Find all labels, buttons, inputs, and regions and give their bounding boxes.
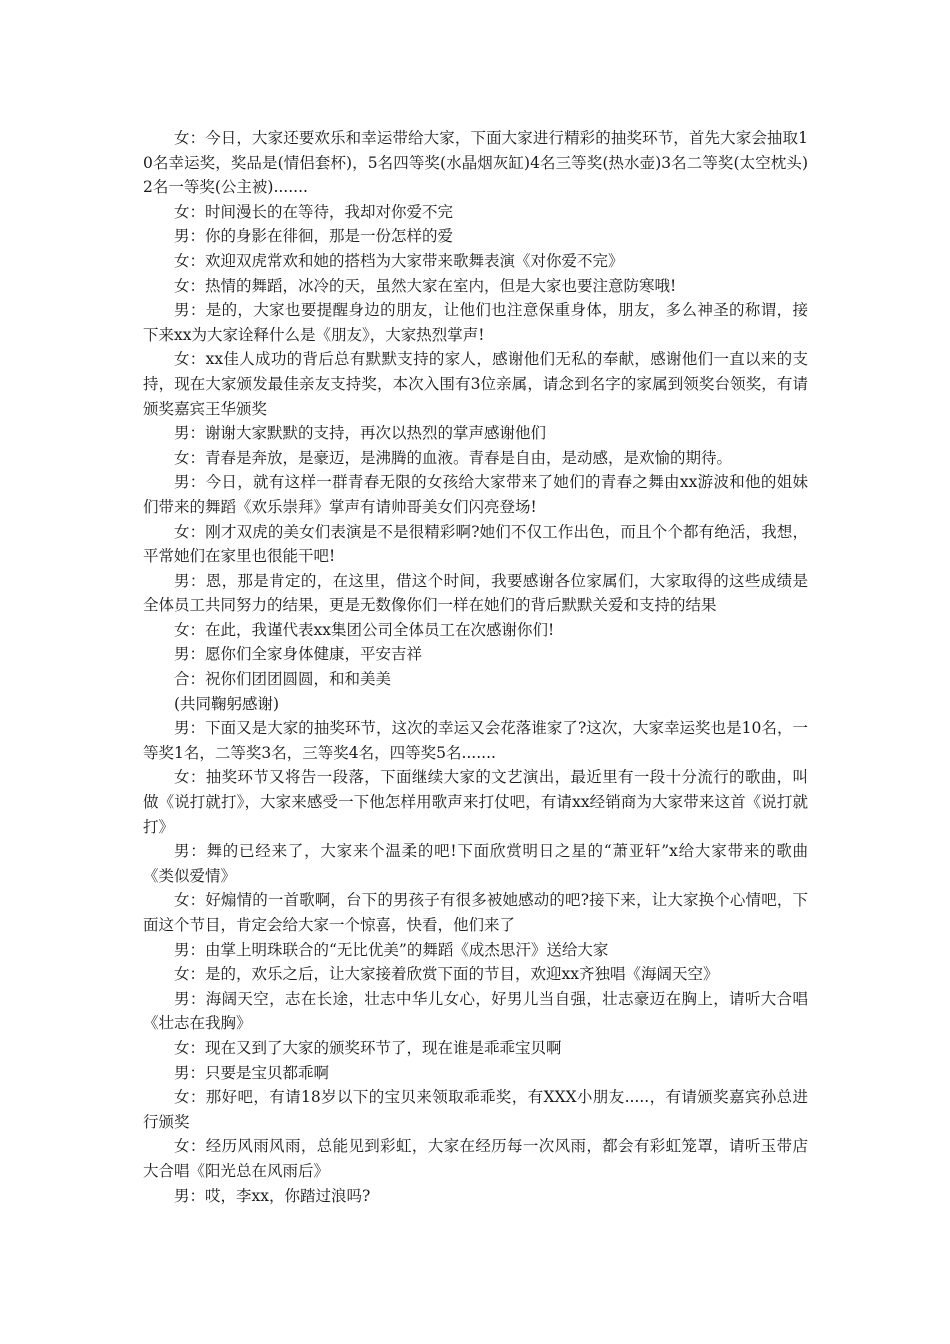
dialogue-paragraph: 男：是的，大家也要提醒身边的朋友，让他们也注意保重身体，朋友，多么神圣的称谓，接下来xx为大家诠释什么是《朋友》，大家热烈掌声! [143, 301, 808, 344]
dialogue-paragraph: 男：谢谢大家默默的支持，再次以热烈的掌声感谢他们 [174, 424, 547, 443]
dialogue-paragraph: 女：xx佳人成功的背后总有默默支持的家人，感谢他们无私的奉献，感谢他们一直以来的支持，现在大家颁发最佳亲友支持奖，本次入围有3位亲属，请念到名字的家属到领奖台领奖，有请颁奖嘉宾王华颁奖 [143, 350, 808, 418]
dialogue-paragraph: 女：青春是奔放，是豪迈，是沸腾的血液。青春是自由，是动感，是欢愉的期待。 [174, 448, 733, 467]
dialogue-paragraph: 女：在此，我谨代表xx集团公司全体员工在次感谢你们! [174, 620, 555, 639]
dialogue-paragraph: 女：现在又到了大家的颁奖环节了，现在谁是乖乖宝贝啊 [174, 1038, 562, 1057]
dialogue-paragraph: 女：那好吧，有请18岁以下的宝贝来领取乖乖奖，有XXX小朋友.....，有请颁奖嘉宾孙总进行颁奖 [143, 1088, 808, 1131]
dialogue-paragraph: 男：恩，那是肯定的，在这里，借这个时间，我要感谢各位家属们，大家取得的这些成绩是全体员工共同努力的结果，更是无数像你们一样在她们的背后默默关爱和支持的结果 [143, 571, 808, 615]
dialogue-paragraph: 女：好煽情的一首歌啊，台下的男孩子有很多被她感动的吧?接下来，让大家换个心情吧，下面这个节目，肯定会给大家一个惊喜，快看，他们来了 [143, 891, 808, 934]
dialogue-paragraph: (共同鞠躬感谢) [174, 694, 280, 713]
dialogue-paragraph: 男：愿你们全家身体健康，平安吉祥 [174, 645, 423, 664]
dialogue-paragraph: 女：热情的舞蹈，冰冷的天，虽然大家在室内，但是大家也要注意防寒哦! [174, 276, 677, 295]
dialogue-paragraph: 女：是的，欢乐之后，让大家接着欣赏下面的节目，欢迎xx齐独唱《海阔天空》 [174, 965, 719, 984]
dialogue-paragraph: 男：舞的已经来了，大家来个温柔的吧!下面欣赏明日之星的“萧亚轩”x给大家带来的歌曲《类似爱情》 [143, 842, 808, 885]
dialogue-paragraph: 女：经历风雨风雨，总能见到彩虹，大家在经历每一次风雨，都会有彩虹笼罩，请听玉带店大合唱《阳光总在风雨后》 [143, 1137, 808, 1180]
dialogue-paragraph: 女：刚才双虎的美女们表演是不是很精彩啊?她们不仅工作出色，而且个个都有绝活，我想，平常她们在家里也很能干吧! [143, 522, 808, 566]
dialogue-paragraph: 女：抽奖环节又将告一段落，下面继续大家的文艺演出，最近里有一段十分流行的歌曲，叫做《说打就打》，大家来感受一下他怎样用歌声来打仗吧，有请xx经销商为大家带来这首《说打就打》 [143, 768, 808, 836]
dialogue-paragraph: 女：欢迎双虎常欢和她的搭档为大家带来歌舞表演《对你爱不完》 [174, 251, 624, 270]
document-body [143, 126, 808, 1208]
dialogue-paragraph: 女：今日，大家还要欢乐和幸运带给大家，下面大家进行精彩的抽奖环节，首先大家会抽取10名幸运奖，奖品是(情侣套杯)，5名四等奖(水晶烟灰缸)4名三等奖(热水壶)3名二等奖(太空枕头)2名一等奖(公主被)....... [143, 129, 808, 197]
dialogue-paragraph: 女：时间漫长的在等待，我却对你爱不完 [174, 202, 454, 221]
dialogue-paragraph: 男：下面又是大家的抽奖环节，这次的幸运又会花落谁家了?这次，大家幸运奖也是10名，一等奖1名，二等奖3名，三等奖4名，四等奖5名....... [143, 719, 808, 762]
dialogue-paragraph: 男：今日，就有这样一群青春无限的女孩给大家带来了她们的青春之舞由xx游波和他的姐妹们带来的舞蹈《欢乐崇拜》掌声有请帅哥美女们闪亮登场! [143, 473, 808, 516]
dialogue-paragraph: 男：由掌上明珠联合的“无比优美”的舞蹈《成杰思汗》送给大家 [174, 940, 609, 959]
dialogue-paragraph: 男：只要是宝贝都乖啊 [174, 1063, 330, 1082]
dialogue-paragraph: 男：你的身影在徘徊，那是一份怎样的爱 [174, 227, 454, 246]
dialogue-paragraph: 男：海阔天空，志在长途，壮志中华儿女心，好男儿当自强，壮志豪迈在胸上，请听大合唱《壮志在我胸》 [143, 989, 808, 1033]
dialogue-paragraph: 男：哎，李xx，你踏过浪吗? [174, 1186, 371, 1205]
dialogue-paragraph: 合：祝你们团团圆圆，和和美美 [174, 670, 392, 689]
